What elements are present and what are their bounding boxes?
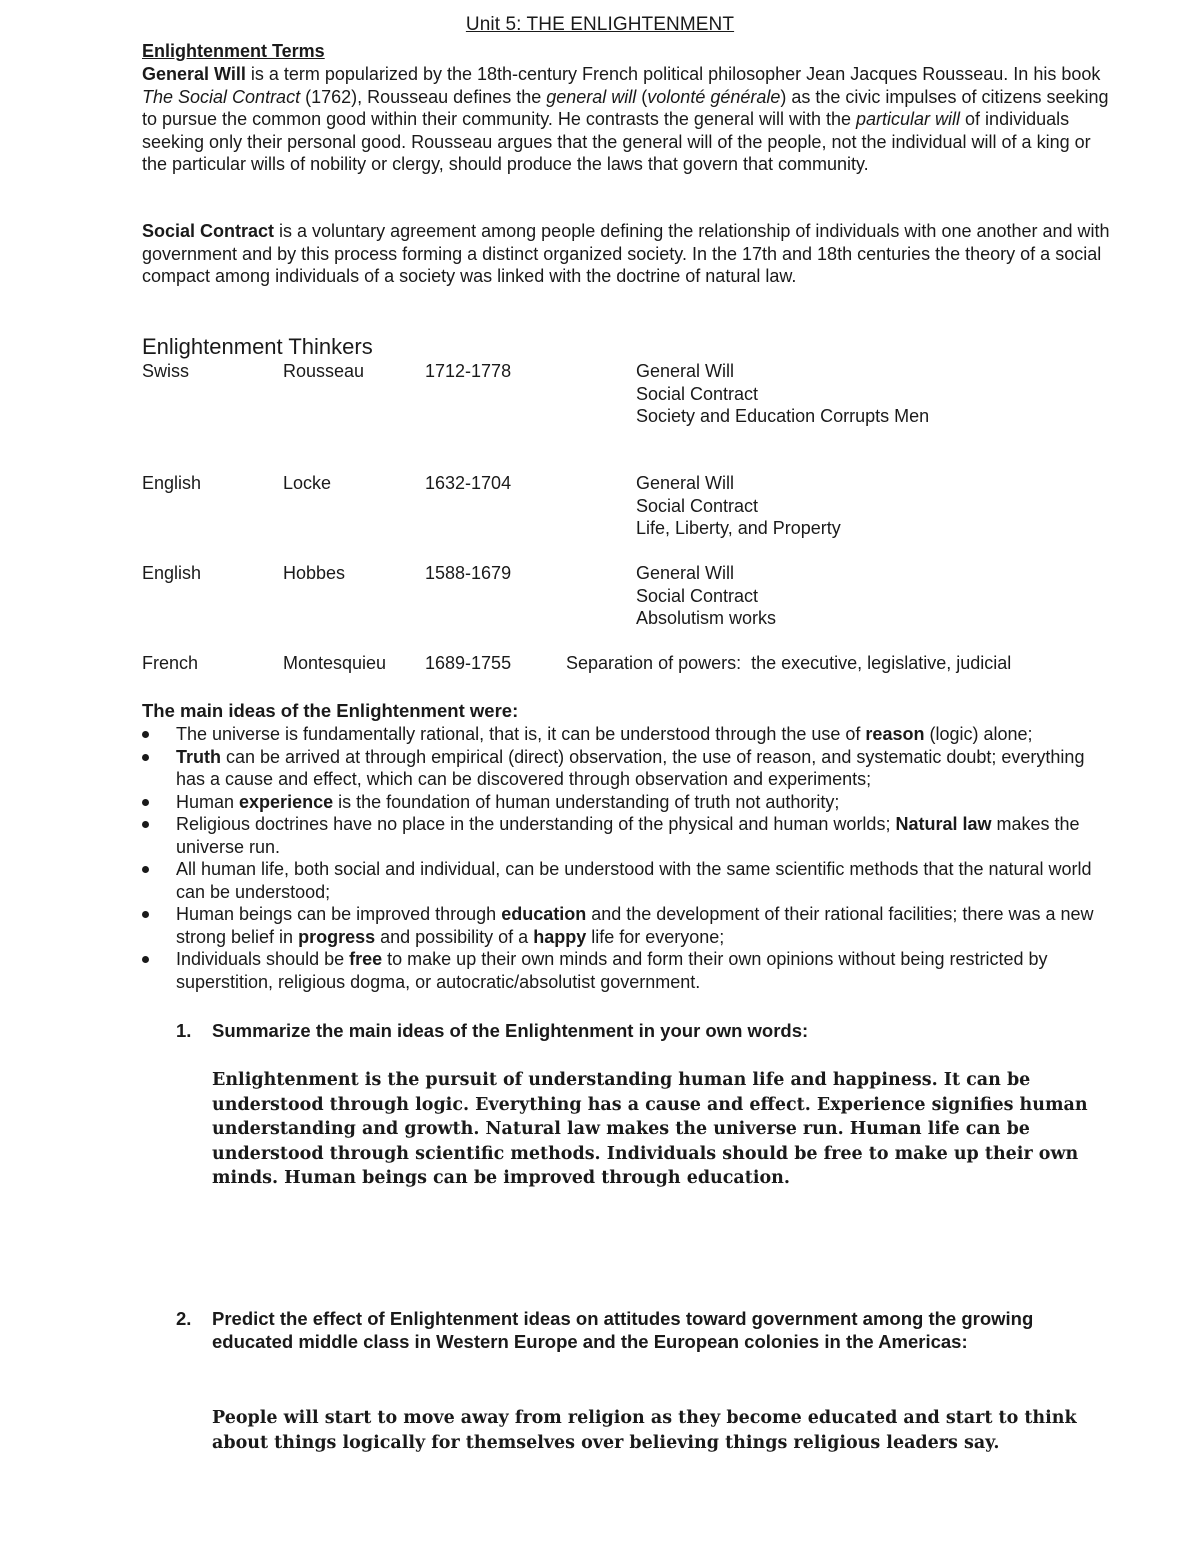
main-ideas-heading: The main ideas of the Enlightenment were: [142,700,519,721]
book-title: The Social Contract [142,86,301,107]
general-will-italic: general will [546,86,637,107]
french-term: volonté générale [647,86,781,107]
bullet-bold: free [349,949,383,969]
thinker-name: Locke [283,473,332,493]
general-will-term: General Will [142,64,246,84]
social-contract-text: is a voluntary agreement among people defining the relationship of individuals with one another and with government and by this process forming a distinct organized society. In the 17th and 18th centuries the theory of a social compact among individuals of a society was linked with the doctrine of natural law. [142,221,1110,286]
thinker-idea: Social Contract [636,585,759,606]
bullet-bold: reason [865,724,925,744]
bullet-text: makes the universe run. [176,814,1080,857]
bullet-bold: Truth [176,746,221,767]
bullet-text: life for everyone; [586,926,725,947]
bullet-bold: Natural law [895,814,992,834]
bullet-bold: experience [239,791,334,812]
thinker-idea: Life, Liberty, and Property [636,518,841,538]
general-will-paragraph [142,63,1112,176]
bullet-icon [142,731,149,738]
bullet-text: The universe is fundamentally rational, that is, it can be understood through the use of [176,724,866,744]
page-title: Unit 5: THE ENLIGHTENMENT [465,14,735,35]
thinker-idea: Social Contract [636,383,759,404]
thinker-nationality: Swiss [142,361,190,381]
thinker-idea: Absolutism works [636,608,777,628]
bullet-text: (logic) alone; [924,724,1033,744]
bullet-bold: education [501,904,587,924]
bullet-text: to make up their own minds and form their own opinions without being restricted by superstition, religious dogma, or autocratic/absolutist government. [176,949,1048,992]
thinkers-heading: Enlightenment Thinkers [142,334,373,359]
general-will-text-5: of individuals seeking only their personal good. Rousseau argues that the general will of the people, not the individual will of a king or the particular wills of nobility or clergy, should produce the laws that govern that community. [142,109,1091,174]
general-will-text-3: ( [636,86,648,107]
particular-will-italic: particular will [856,109,961,129]
thinker-idea: General Will [636,563,735,583]
thinker-years: 1632-1704 [425,473,512,493]
answer-2: People will start to move away from religion as they become educated and start to think about things logically for themselves over believing things religious leaders say. [212,1408,1077,1453]
bullet-bold: happy [533,926,587,947]
question-text: Predict the effect of Enlightenment ideas on attitudes toward government among the growing educated middle class in Western Europe and the European colonies in the Americas: [212,1308,1034,1352]
bullet-text: Human [176,791,240,812]
list-item [0,948,1116,993]
bullet-text: Individuals should be [176,949,350,969]
list-item [0,903,1116,948]
question-number: 1. [176,1020,192,1041]
list-item [0,723,1116,746]
bullet-text: and the development of their rational facilities; there was a new strong belief in [176,904,1094,947]
bullet-icon [142,956,149,963]
bullet-icon [142,754,149,761]
question-number: 2. [176,1308,192,1329]
thinker-nationality: English [142,563,202,583]
bullet-text: and possibility of a [375,926,534,947]
bullet-text: All human life, both social and individual, can be understood with the same scientific methods that the natural world can be understood; [176,859,1092,902]
bullet-text: Human beings can be improved through [176,904,502,924]
list-item [0,813,1116,858]
bullet-icon [142,911,149,918]
bullet-text: Religious doctrines have no place in the understanding of the physical and human worlds; [176,814,896,834]
thinker-name: Rousseau [283,361,365,381]
general-will-text-1: is a term popularized by the 18th-century French political philosopher Jean Jacques Rousseau. In his book [245,64,1101,84]
general-will-text-4: ) as the civic impulses of citizens seeking to pursue the common good within their community. He contrasts the general will with the [142,86,1109,129]
bullet-icon [142,799,149,806]
bullet-icon [142,866,149,873]
thinker-idea: Social Contract [636,495,759,516]
general-will-text-2: (1762), Rousseau defines the [300,86,547,107]
bullet-text: is the foundation of human understanding of truth not authority; [333,791,840,812]
bullet-bold: progress [298,926,376,947]
list-item [0,858,1116,903]
thinker-name: Montesquieu [283,653,387,673]
answer-1: Enlightenment is the pursuit of understanding human life and happiness. It can be understood through logic. Everything has a cause and effect. Experience signifies human understanding and growth. Natural law makes the universe run. Human life can be understood through scientific methods. Individuals should be free to make up their own minds. Human beings can be improved through education. [212,1070,1088,1188]
thinker-nationality: English [142,473,202,493]
thinker-idea: General Will [636,473,735,493]
thinker-years: 1689-1755 [425,653,512,673]
thinker-nationality: French [142,653,199,673]
thinker-name: Hobbes [283,563,346,583]
main-ideas-list [0,723,1200,993]
bullet-icon [142,821,149,828]
question-text: Summarize the main ideas of the Enlightenment in your own words: [212,1020,809,1041]
thinker-years: 1712-1778 [425,361,512,381]
social-contract-paragraph [142,220,1112,288]
thinker-idea: General Will [636,361,735,381]
bullet-text: can be arrived at through empirical (direct) observation, the use of reason, and systematic doubt; everything has a cause and effect, which can be discovered through observation and experiments; [176,746,1085,789]
terms-heading: Enlightenment Terms [142,41,325,61]
list-item [0,791,1116,814]
thinker-idea: Separation of powers: the executive, legislative, judicial [566,653,1012,673]
social-contract-term: Social Contract [142,221,275,241]
thinker-years: 1588-1679 [425,563,512,583]
thinker-idea: Society and Education Corrupts Men [636,406,930,426]
list-item [0,746,1116,791]
